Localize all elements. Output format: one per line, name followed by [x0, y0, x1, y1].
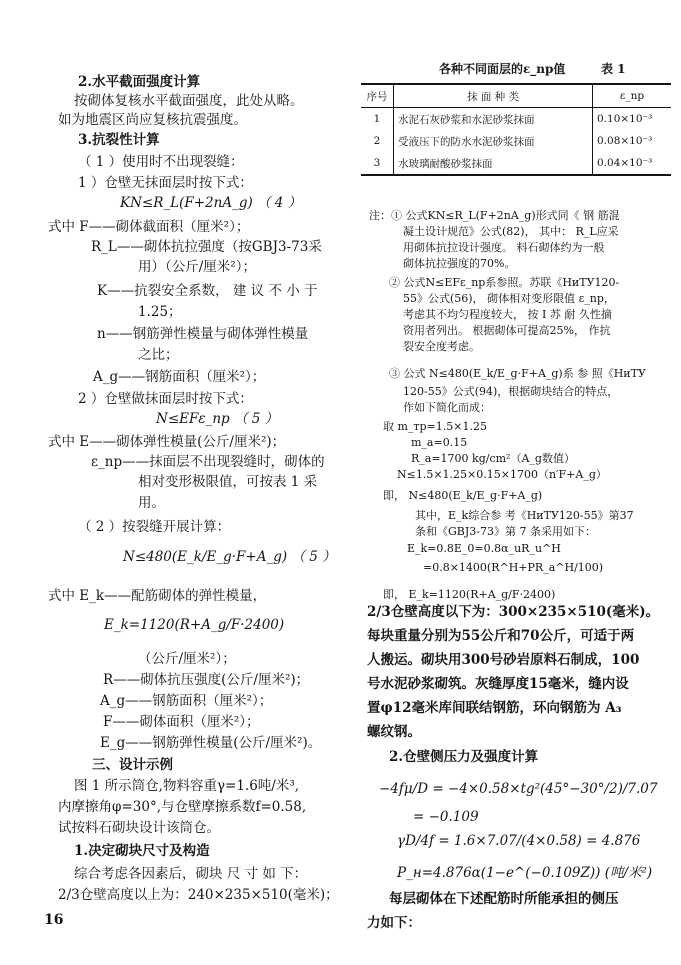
definition-line: 用。 — [138, 495, 165, 511]
definition-line: （公斤/厘米²）； — [138, 651, 236, 667]
table-label: 表 1 — [601, 62, 626, 76]
definition-line: 用）（公斤/厘米²）； — [138, 259, 256, 275]
note-line: m_а=0.15 — [411, 436, 468, 449]
formula-line: = −0.109 — [413, 809, 479, 825]
table-caption: 各种不同面层的ε_np值 — [439, 62, 566, 76]
paragraph-line: 2 ）仓壁做抹面层时按下式： — [78, 391, 253, 407]
definition-line: 1.25； — [138, 304, 182, 320]
table-cell: 水泥石灰砂浆和水泥砂浆抹面 — [394, 108, 593, 131]
paragraph-line: 螺纹钢。 — [367, 724, 421, 740]
definition-line: F——砌体面积（厘米²）； — [103, 714, 260, 730]
table-row — [361, 152, 671, 175]
definition-line: R_L——砌体抗拉强度（按GBJ3-73采 — [91, 239, 322, 255]
note-line: 凝土设计规范》公式(82)， 其中： R_L应采 — [403, 225, 619, 238]
table-header-row — [361, 84, 671, 108]
note-line: 55》公式(56)， 砌体相对变形限值 ε_np， — [403, 292, 615, 305]
formula-line: P_н=4.876α(1−e^(−0.109Z)) (吨/米²) — [397, 865, 653, 881]
paragraph-line: 内摩擦角φ=30°,与仓壁摩擦系数f=0.58, — [58, 799, 307, 815]
definition-line: A_g——钢筋面积（厘米²）； — [100, 693, 273, 709]
table-header-cell: 序号 — [361, 84, 394, 108]
table-row — [361, 130, 671, 152]
table-cell: 0.08×10⁻³ — [597, 135, 653, 147]
paragraph-line: 图 1 所示筒仓,物料容重γ=1.6吨/米³, — [74, 778, 300, 794]
definition-line: K——抗裂安全系数， 建 议 不 小 于 — [97, 283, 318, 299]
definition-line: 式中 E——砌体弹性模量(公斤/厘米²)； — [48, 434, 286, 450]
paragraph-line: 2/3仓壁高度以上为：240×235×510(毫米)； — [58, 887, 339, 903]
definition-line: 之比； — [138, 347, 179, 363]
paragraph-line: 每块重量分别为55公斤和70公斤，可适于两 — [367, 628, 635, 644]
note-line: 120-55》公式(94)，根据砌块结合的特点， — [403, 385, 619, 398]
note-line: 注：① 公式KN≤R_L(F+2nA_g)形式同《 钢 筋混 — [369, 209, 620, 222]
section-heading: 三、设计示例 — [92, 757, 173, 773]
definition-line: R——砌体抗压强度(公斤/厘米²)； — [103, 672, 310, 688]
table-cell: 受液压下的防水水泥砂浆抹面 — [394, 130, 593, 152]
section-heading: 1.决定砌块尺寸及构造 — [74, 843, 210, 859]
note-line: ② 公式N≤EFε_np系参照。苏联《НиТУ120- — [389, 276, 620, 289]
note-line: 其中，E_k综合参 考《НиТУ120-55》第37 — [415, 509, 634, 522]
table-cell: 水玻璃耐酸砂浆抹面 — [394, 152, 593, 175]
section-heading: 3.抗裂性计算 — [78, 132, 160, 148]
paragraph-line: 如为地震区尚应复核抗震强度。 — [58, 112, 247, 128]
definition-line: ε_np——抹面层不出现裂缝时，砌体的 — [91, 454, 325, 470]
note-line: 用砌体抗拉设计强度。 料石砌体约为一般 — [403, 241, 605, 254]
paragraph-line: 按砌体复核水平截面强度，此处从略。 — [74, 93, 304, 109]
section-heading: 2.水平截面强度计算 — [78, 74, 201, 90]
table-cell: 0.04×10⁻³ — [597, 157, 653, 169]
paragraph-line: （ 1 ）使用时不出现裂缝： — [78, 154, 244, 170]
formula-line: γD/4f = 1.6×7.07/(4×0.58) = 4.876 — [397, 833, 641, 849]
table-1 — [361, 83, 671, 176]
paragraph-line: 号水泥砂浆砌筑。灰缝厚度15毫米，缝内设 — [367, 676, 629, 692]
definition-line: n——钢筋弹性模量与砌体弹性模量 — [97, 326, 309, 342]
note-line: 砌体抗拉强度的70%。 — [403, 257, 516, 270]
paragraph-line: 每层砌体在下述配筋时所能承担的侧压 — [389, 891, 619, 907]
definition-line: 式中 E_k——配筋砌体的弹性模量， — [48, 588, 267, 604]
paragraph-line: 试按料石砌块设计该筒仓。 — [58, 820, 220, 836]
note-line: E_k=0.8E_0=0.8α_uR_u^H — [407, 542, 561, 555]
table-cell: 1 — [361, 108, 394, 131]
formula-ek: E_k=1120(R+A_g/F·2400) — [104, 617, 285, 633]
note-line: 条和《GBJ3-73》第 7 条采用如下： — [415, 525, 596, 538]
paragraph-line: 1 ）仓壁无抹面层时按下式： — [78, 175, 253, 191]
note-line: 即， N≤480(E_k/E_g·F+A_g) — [383, 489, 543, 502]
note-line: 取 m_тр=1.5×1.25 — [383, 420, 487, 433]
paragraph-line: 2/3仓壁高度以下为：300×235×510(毫米)。 — [367, 604, 660, 620]
section-heading: 2.仓壁侧压力及强度计算 — [389, 749, 539, 765]
note-line: =0.8×1400(R^H+PR_a^H/100) — [423, 561, 604, 574]
definition-line: E_g——钢筋弹性模量(公斤/厘米²)。 — [100, 735, 322, 751]
table-cell: 2 — [361, 130, 394, 152]
table-cell: 0.10×10⁻³ — [597, 113, 653, 125]
formula-5: N≤EFε_np （ 5 ） — [156, 411, 279, 427]
note-line: 资用者列出。 根据砌体可提高25%， 作抗 — [403, 324, 611, 337]
paragraph-line: 置φ12毫米库间联结钢筋，环向钢筋为 A₃ — [367, 700, 622, 716]
definition-line: 相对变形极限值，可按表 1 采 — [138, 474, 318, 490]
definition-line: A_g——钢筋面积（厘米²）； — [93, 369, 266, 385]
note-line: 考虑其不均匀程度较大， 按 I 苏 耐 久性摘 — [403, 308, 612, 321]
note-line: R_а=1700 kg/cm²（A_g数值） — [411, 452, 575, 465]
table-header-cell: 抹 面 种 类 — [394, 84, 593, 108]
paragraph-line: 综合考虑各因素后，砌块 尺 寸 如 下： — [74, 866, 308, 882]
formula-line: −4fμ/D = −4×0.58×tg²(45°−30°/2)/7.07 — [379, 781, 658, 797]
table-header-cell: ε_np — [619, 90, 645, 102]
table-cell: 3 — [361, 152, 394, 175]
page-number: 16 — [44, 912, 64, 928]
note-line: N≤1.5×1.25×0.15×1700（n′F+A_g） — [397, 468, 607, 481]
note-line: 裂安全度考虑。 — [403, 340, 480, 353]
paragraph-line: 人搬运。砌块用300号砂岩原料石制成，100 — [367, 652, 640, 668]
paragraph-line: （ 2 ）按裂缝开展计算： — [78, 519, 231, 535]
formula-5b: N≤480(E_k/E_g·F+A_g) （ 5 ） — [123, 549, 336, 565]
formula-4: KN≤R_L(F+2nA_g) （ 4 ） — [120, 195, 302, 211]
note-line: ③ 公式 N≤480(E_k/E_g·F+A_g)系 参 照《НиТУ — [389, 367, 646, 380]
note-line: 作如下简化而成： — [403, 401, 491, 414]
paragraph-line: 力如下： — [367, 915, 421, 931]
table-row — [361, 108, 671, 131]
note-line: 即， E_k=1120(R+A_g/F·2400) — [383, 588, 556, 601]
definition-line: 式中 F——砌体截面积（厘米²）； — [48, 219, 250, 235]
